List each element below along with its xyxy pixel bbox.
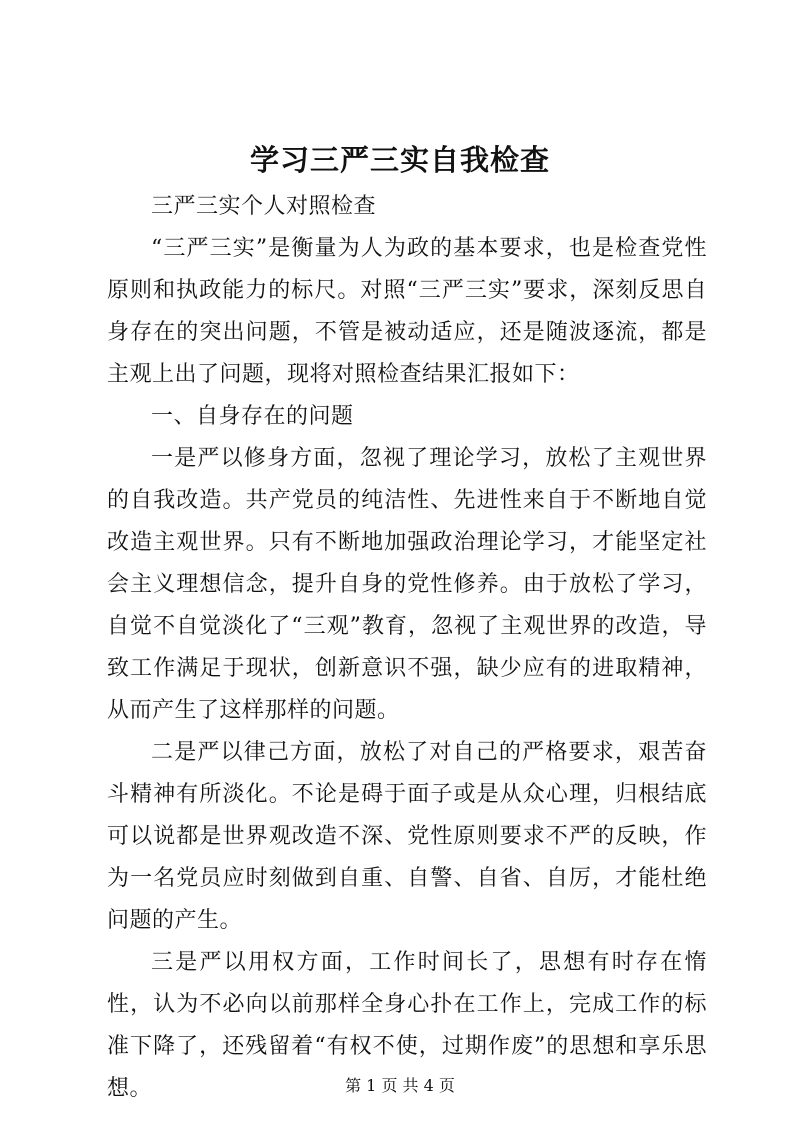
paragraph-self-discipline: 二是严以律己方面，放松了对自己的严格要求，艰苦奋斗精神有所淡化。不论是碍于面子或是从众心理，归根结底可以说都是世界观改造不深、党性原则要求不严的反映，作为一名党员应时刻做到自重、自警、自省、自厉，才能杜绝问题的产生。: [107, 740, 707, 933]
page-footer: 第 1 页 共 4 页: [345, 1076, 455, 1095]
document-title: 学习三严三实自我检查: [249, 143, 550, 177]
document-body: [107, 186, 707, 1110]
paragraph-self-cultivation: 一是严以修身方面，忽视了理论学习，放松了主观世界的自我改造。共产党员的纯洁性、先进性来自于不断地自觉改造主观世界。只有不断地加强政治理论学习，才能坚定社会主义理想信念，提升自身的党性修养。由于放松了学习，自觉不自觉淡化了“三观”教育，忽视了主观世界的改造，导致工作满足于现状，创新意识不强，缺少应有的进取精神，从而产生了这样那样的问题。: [107, 446, 707, 723]
intro-paragraph: “三严三实”是衡量为人为政的基本要求，也是检查党性原则和执政能力的标尺。对照“三严三实”要求，深刻反思自身存在的突出问题，不管是被动适应，还是随波逐流，都是主观上出了问题，现将对照检查结果汇报如下：: [107, 236, 707, 387]
paragraph-use-of-power: 三是严以用权方面，工作时间长了，思想有时存在惰性，认为不必向以前那样全身心扑在工作上，完成工作的标准下降了，还残留着“有权不使，过期作废”的思想和享乐思想。: [107, 950, 707, 1101]
section-heading: 一、自身存在的问题: [151, 404, 354, 429]
subtitle-paragraph: 三严三实个人对照检查: [151, 194, 377, 219]
